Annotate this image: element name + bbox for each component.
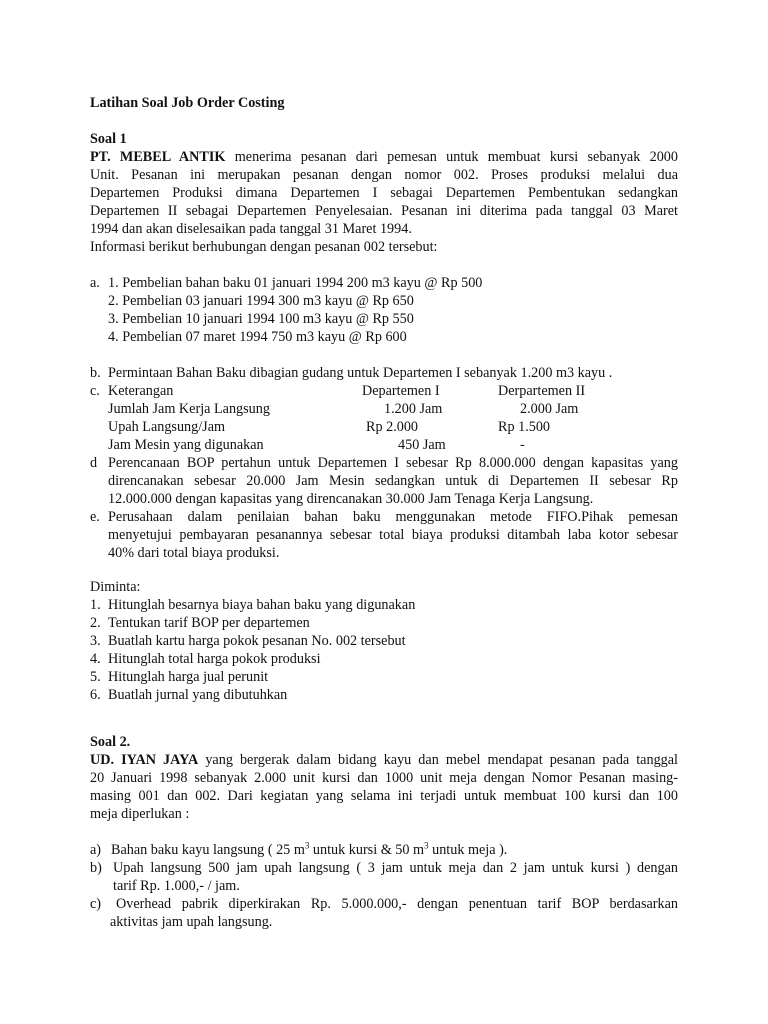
soal2-item-c-marker: c): [90, 896, 102, 912]
task-item: Tentukan tarif BOP per departemen: [108, 615, 310, 631]
soal1-company: PT. MEBEL ANTIK: [90, 149, 226, 165]
task-number: 2.: [90, 615, 101, 631]
item-e-marker: e.: [90, 509, 100, 525]
task-number: 1.: [90, 597, 101, 613]
soal2-item-a-text: Bahan baku kayu langsung ( 25 $m^3$ untuk kursi & 50 $m^3$ untuk meja ).: [111, 840, 508, 858]
document-title: Latihan Soal Job Order Costing: [90, 95, 285, 111]
table-header-cell: Departemen I: [362, 383, 440, 399]
task-item: Hitunglah total harga pokok produksi: [108, 651, 321, 667]
item-d-line: direncanakan sebesar 20.000 Jam Mesin sedangkan untuk di Departemen II sebesar Rp: [108, 473, 678, 489]
table-cell: 450 Jam: [398, 437, 446, 453]
soal1-para-line: Informasi berikut berhubungan dengan pesanan 002 tersebut:: [90, 239, 438, 255]
soal1-para-line: 1994 dan akan diselesaikan pada tanggal 31 Maret 1994.: [90, 221, 412, 237]
item-b-marker: b.: [90, 365, 101, 381]
purchase-item: 1. Pembelian bahan baku 01 januari 1994 200 m3 kayu @ Rp 500: [108, 275, 483, 291]
soal2-heading: Soal 2.: [90, 734, 131, 750]
item-e-line: 40% dari total biaya produksi.: [108, 545, 280, 561]
task-number: 4.: [90, 651, 101, 667]
table-cell: Rp 1.500: [498, 419, 551, 435]
item-a-marker: a.: [90, 275, 100, 291]
soal2-para-line: UD. IYAN JAYA yang bergerak dalam bidang kayu dan mebel mendapat pesanan pada tanggal: [90, 752, 679, 768]
task-number: 3.: [90, 633, 101, 649]
soal1-para-line: Departemen II sebagai Departemen Penyelesaian. Pesanan ini diterima pada tanggal 03 Maret: [90, 203, 678, 219]
soal2-para-line: meja diperlukan :: [90, 806, 190, 822]
item-d-line: Perencanaan BOP pertahun untuk Departemen I sebesar Rp 8.000.000 dengan kapasitas yang: [108, 455, 678, 471]
table-cell: Jumlah Jam Kerja Langsung: [108, 401, 270, 417]
task-number: 6.: [90, 687, 101, 703]
soal2-item-c-line: Overhead pabrik diperkirakan Rp. 5.000.000,- dengan penentuan tarif BOP berdasarkan: [116, 896, 678, 912]
item-d-marker: d: [90, 455, 98, 471]
soal2-item-b-line: Upah langsung 500 jam upah langsung ( 3 jam untuk meja dan 2 jam untuk kursi ) dengan: [113, 860, 678, 876]
soal2-item-b-line: tarif Rp. 1.000,- / jam.: [113, 878, 240, 894]
task-number: 5.: [90, 669, 101, 685]
soal1-para-line: PT. MEBEL ANTIK menerima pesanan dari pemesan untuk membuat kursi sebanyak 2000: [90, 149, 678, 165]
purchase-item: 2. Pembelian 03 januari 1994 300 m3 kayu @ Rp 650: [108, 293, 414, 309]
soal2-item-a-marker: a): [90, 842, 102, 858]
table-cell: Upah Langsung/Jam: [108, 419, 226, 435]
table-cell: Jam Mesin yang digunakan: [108, 437, 264, 453]
table-cell: Rp 2.000: [366, 419, 419, 435]
soal2-para-line: masing 001 dan 002. Dari kegiatan yang selama ini terjadi untuk membuat 100 kursi dan 100: [90, 788, 678, 804]
purchase-item: 4. Pembelian 07 maret 1994 750 m3 kayu @ Rp 600: [108, 329, 407, 345]
item-d-line: 12.000.000 dengan kapasitas yang direncanakan 30.000 Jam Tenaga Kerja Langsung.: [108, 491, 594, 507]
purchase-item: 3. Pembelian 10 januari 1994 100 m3 kayu @ Rp 550: [108, 311, 414, 327]
soal1-heading: Soal 1: [90, 131, 127, 147]
soal2-para-line: 20 Januari 1998 sebanyak 2.000 unit kursi dan 1000 unit meja dengan Nomor Pesanan masing-: [90, 770, 678, 786]
table-header-cell: Derpartemen II: [498, 383, 586, 399]
soal1-para-line: Unit. Pesanan ini merupakan pesanan dengan nomor 002. Proses produksi melalui dua: [90, 167, 678, 183]
soal2-item-c-line: aktivitas jam upah langsung.: [110, 914, 273, 930]
table-cell: 1.200 Jam: [384, 401, 443, 417]
table-cell: 2.000 Jam: [520, 401, 579, 417]
item-c-marker: c.: [90, 383, 100, 399]
item-e-line: Perusahaan dalam penilaian bahan baku menggunakan metode FIFO.Pihak pemesan: [108, 509, 678, 525]
soal1-para-line: Departemen Produksi dimana Departemen I sebagai Departemen Pembentukan sedangkan: [90, 185, 678, 201]
table-cell: -: [520, 437, 525, 453]
task-item: Buatlah jurnal yang dibutuhkan: [108, 687, 288, 703]
item-e-line: menyetujui pembayaran pesanannya sebesar total biaya produksi ditambah laba kotor sebesar: [108, 527, 678, 543]
diminta-label: Diminta:: [90, 579, 141, 595]
task-item: Hitunglah harga jual perunit: [108, 669, 269, 685]
task-item: Buatlah kartu harga pokok pesanan No. 002 tersebut: [108, 633, 406, 649]
item-b-text: Permintaan Bahan Baku dibagian gudang untuk Departemen I sebanyak 1.200 m3 kayu .: [108, 365, 613, 381]
task-item: Hitunglah besarnya biaya bahan baku yang digunakan: [108, 597, 416, 613]
soal2-item-b-marker: b): [90, 860, 102, 876]
table-header-cell: Keterangan: [108, 383, 174, 399]
soal2-company: UD. IYAN JAYA: [90, 752, 199, 768]
